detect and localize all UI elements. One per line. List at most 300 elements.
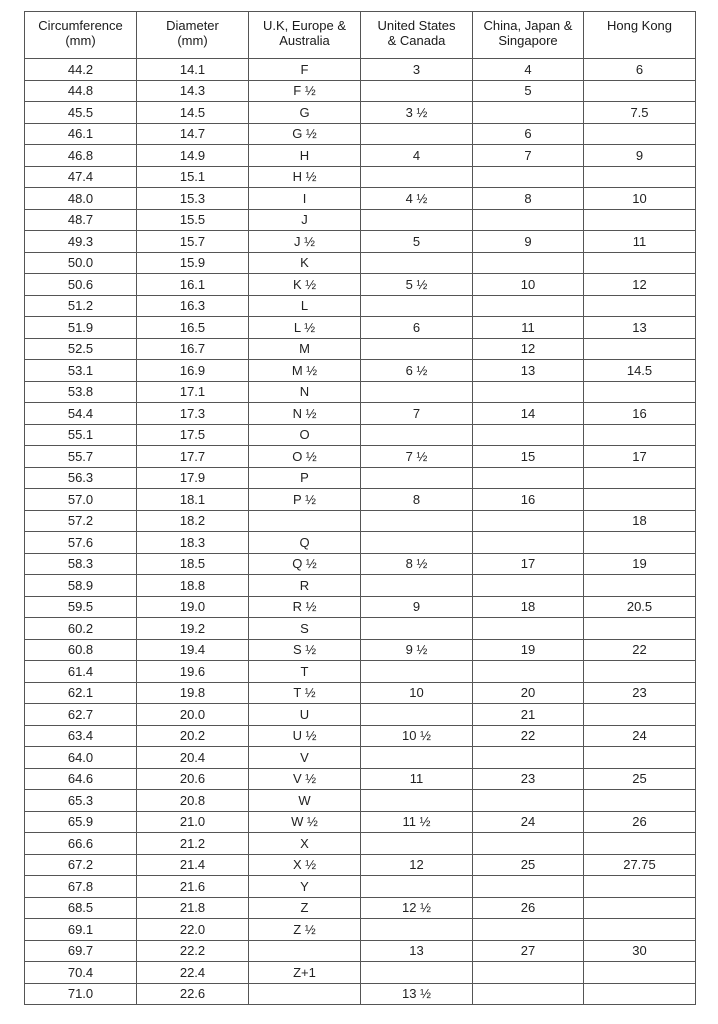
- cell-hong-kong: 6: [584, 59, 696, 81]
- table-row: [25, 682, 696, 704]
- table-row: [25, 338, 696, 360]
- cell-diameter: 21.4: [137, 854, 249, 876]
- cell-diameter: 22.0: [137, 919, 249, 941]
- table-row: [25, 897, 696, 919]
- cell-us-canada: 12 ½: [361, 897, 473, 919]
- column-header-line1: Diameter: [166, 18, 219, 33]
- cell-circumference: 50.0: [25, 252, 137, 274]
- table-row: [25, 252, 696, 274]
- cell-us-canada: [361, 618, 473, 640]
- cell-circumference: 55.7: [25, 446, 137, 468]
- cell-uk-europe-australia: R: [249, 575, 361, 597]
- cell-china-japan-singapore: [473, 424, 584, 446]
- cell-hong-kong: 13: [584, 317, 696, 339]
- cell-diameter: 17.1: [137, 381, 249, 403]
- cell-china-japan-singapore: 14: [473, 403, 584, 425]
- cell-china-japan-singapore: 4: [473, 59, 584, 81]
- cell-china-japan-singapore: [473, 102, 584, 124]
- cell-us-canada: [361, 166, 473, 188]
- cell-uk-europe-australia: Q: [249, 532, 361, 554]
- cell-us-canada: [361, 467, 473, 489]
- cell-uk-europe-australia: X ½: [249, 854, 361, 876]
- cell-us-canada: [361, 876, 473, 898]
- cell-diameter: 17.9: [137, 467, 249, 489]
- cell-circumference: 62.1: [25, 682, 137, 704]
- table-row: [25, 575, 696, 597]
- cell-china-japan-singapore: [473, 833, 584, 855]
- table-row: [25, 188, 696, 210]
- ring-size-table: [24, 11, 696, 1005]
- cell-circumference: 56.3: [25, 467, 137, 489]
- cell-hong-kong: [584, 252, 696, 274]
- cell-us-canada: 9: [361, 596, 473, 618]
- cell-hong-kong: 22: [584, 639, 696, 661]
- cell-hong-kong: 17: [584, 446, 696, 468]
- cell-hong-kong: [584, 897, 696, 919]
- column-header-line1: Circumference: [38, 18, 123, 33]
- cell-diameter: 22.6: [137, 983, 249, 1005]
- table-row: [25, 403, 696, 425]
- cell-china-japan-singapore: [473, 661, 584, 683]
- cell-us-canada: 13: [361, 940, 473, 962]
- table-row: [25, 940, 696, 962]
- table-row: [25, 446, 696, 468]
- cell-diameter: 18.2: [137, 510, 249, 532]
- cell-circumference: 69.1: [25, 919, 137, 941]
- cell-china-japan-singapore: [473, 295, 584, 317]
- cell-circumference: 68.5: [25, 897, 137, 919]
- table-row: [25, 747, 696, 769]
- column-header-line1: U.K, Europe &: [262, 18, 347, 33]
- cell-diameter: 14.9: [137, 145, 249, 167]
- cell-uk-europe-australia: V: [249, 747, 361, 769]
- table-row: [25, 962, 696, 984]
- cell-diameter: 14.5: [137, 102, 249, 124]
- table-row: [25, 618, 696, 640]
- cell-hong-kong: 9: [584, 145, 696, 167]
- cell-diameter: 16.5: [137, 317, 249, 339]
- cell-hong-kong: [584, 166, 696, 188]
- cell-circumference: 45.5: [25, 102, 137, 124]
- cell-uk-europe-australia: U ½: [249, 725, 361, 747]
- table-row: [25, 145, 696, 167]
- cell-diameter: 20.0: [137, 704, 249, 726]
- cell-hong-kong: [584, 876, 696, 898]
- column-header-line1: China, Japan &: [483, 18, 573, 33]
- cell-circumference: 54.4: [25, 403, 137, 425]
- cell-diameter: 20.2: [137, 725, 249, 747]
- cell-china-japan-singapore: 18: [473, 596, 584, 618]
- cell-uk-europe-australia: V ½: [249, 768, 361, 790]
- table-row: [25, 704, 696, 726]
- cell-uk-europe-australia: Q ½: [249, 553, 361, 575]
- cell-hong-kong: [584, 338, 696, 360]
- cell-us-canada: 3 ½: [361, 102, 473, 124]
- table-row: [25, 102, 696, 124]
- cell-hong-kong: [584, 532, 696, 554]
- cell-circumference: 55.1: [25, 424, 137, 446]
- cell-hong-kong: [584, 962, 696, 984]
- cell-circumference: 57.6: [25, 532, 137, 554]
- cell-hong-kong: [584, 489, 696, 511]
- table-row: [25, 424, 696, 446]
- cell-circumference: 52.5: [25, 338, 137, 360]
- cell-diameter: 18.3: [137, 532, 249, 554]
- cell-uk-europe-australia: [249, 983, 361, 1005]
- cell-uk-europe-australia: J ½: [249, 231, 361, 253]
- cell-circumference: 61.4: [25, 661, 137, 683]
- cell-us-canada: [361, 833, 473, 855]
- cell-china-japan-singapore: 9: [473, 231, 584, 253]
- column-header-china-japan-singapore: [473, 12, 584, 59]
- cell-china-japan-singapore: [473, 618, 584, 640]
- cell-uk-europe-australia: X: [249, 833, 361, 855]
- column-header-hong-kong: [584, 12, 696, 59]
- cell-uk-europe-australia: M ½: [249, 360, 361, 382]
- cell-diameter: 15.9: [137, 252, 249, 274]
- cell-china-japan-singapore: 15: [473, 446, 584, 468]
- cell-hong-kong: 20.5: [584, 596, 696, 618]
- cell-us-canada: [361, 381, 473, 403]
- cell-diameter: 17.3: [137, 403, 249, 425]
- cell-us-canada: 10 ½: [361, 725, 473, 747]
- cell-circumference: 67.8: [25, 876, 137, 898]
- table-row: [25, 725, 696, 747]
- cell-diameter: 15.5: [137, 209, 249, 231]
- cell-circumference: 65.9: [25, 811, 137, 833]
- cell-circumference: 65.3: [25, 790, 137, 812]
- cell-china-japan-singapore: 22: [473, 725, 584, 747]
- cell-diameter: 19.6: [137, 661, 249, 683]
- cell-uk-europe-australia: O: [249, 424, 361, 446]
- cell-us-canada: 8 ½: [361, 553, 473, 575]
- table-row: [25, 489, 696, 511]
- cell-diameter: 20.4: [137, 747, 249, 769]
- table-row: [25, 510, 696, 532]
- column-header-us-canada: [361, 12, 473, 59]
- cell-uk-europe-australia: [249, 940, 361, 962]
- cell-china-japan-singapore: [473, 747, 584, 769]
- cell-china-japan-singapore: [473, 532, 584, 554]
- cell-diameter: 20.8: [137, 790, 249, 812]
- cell-china-japan-singapore: 26: [473, 897, 584, 919]
- cell-us-canada: 13 ½: [361, 983, 473, 1005]
- cell-diameter: 18.5: [137, 553, 249, 575]
- cell-circumference: 53.1: [25, 360, 137, 382]
- table-row: [25, 467, 696, 489]
- column-header-line1: Hong Kong: [606, 18, 673, 33]
- cell-us-canada: [361, 295, 473, 317]
- cell-circumference: 63.4: [25, 725, 137, 747]
- cell-diameter: 17.7: [137, 446, 249, 468]
- column-header-line2: Australia: [279, 33, 330, 48]
- cell-diameter: 18.8: [137, 575, 249, 597]
- table-row: [25, 596, 696, 618]
- cell-uk-europe-australia: K: [249, 252, 361, 274]
- cell-circumference: 48.7: [25, 209, 137, 231]
- table-row: [25, 532, 696, 554]
- cell-china-japan-singapore: 11: [473, 317, 584, 339]
- cell-uk-europe-australia: P: [249, 467, 361, 489]
- cell-china-japan-singapore: [473, 962, 584, 984]
- cell-china-japan-singapore: 20: [473, 682, 584, 704]
- cell-hong-kong: 16: [584, 403, 696, 425]
- cell-hong-kong: 11: [584, 231, 696, 253]
- cell-us-canada: 8: [361, 489, 473, 511]
- cell-circumference: 44.8: [25, 80, 137, 102]
- cell-hong-kong: [584, 790, 696, 812]
- cell-us-canada: [361, 919, 473, 941]
- cell-us-canada: 5 ½: [361, 274, 473, 296]
- cell-diameter: 20.6: [137, 768, 249, 790]
- cell-uk-europe-australia: Y: [249, 876, 361, 898]
- table-row: [25, 317, 696, 339]
- cell-us-canada: 11: [361, 768, 473, 790]
- cell-circumference: 69.7: [25, 940, 137, 962]
- table-row: [25, 123, 696, 145]
- table-row: [25, 811, 696, 833]
- cell-uk-europe-australia: J: [249, 209, 361, 231]
- cell-circumference: 64.0: [25, 747, 137, 769]
- column-header-diameter: [137, 12, 249, 59]
- cell-hong-kong: [584, 424, 696, 446]
- cell-uk-europe-australia: N ½: [249, 403, 361, 425]
- cell-uk-europe-australia: H: [249, 145, 361, 167]
- table-row: [25, 80, 696, 102]
- cell-china-japan-singapore: [473, 919, 584, 941]
- cell-uk-europe-australia: [249, 510, 361, 532]
- cell-uk-europe-australia: R ½: [249, 596, 361, 618]
- cell-hong-kong: 12: [584, 274, 696, 296]
- cell-china-japan-singapore: 6: [473, 123, 584, 145]
- table-row: [25, 231, 696, 253]
- cell-circumference: 58.3: [25, 553, 137, 575]
- column-header-line2: & Canada: [387, 33, 446, 48]
- cell-diameter: 19.2: [137, 618, 249, 640]
- cell-hong-kong: [584, 833, 696, 855]
- cell-china-japan-singapore: 21: [473, 704, 584, 726]
- cell-diameter: 14.3: [137, 80, 249, 102]
- cell-us-canada: 9 ½: [361, 639, 473, 661]
- cell-circumference: 70.4: [25, 962, 137, 984]
- cell-us-canada: 6: [361, 317, 473, 339]
- cell-china-japan-singapore: [473, 166, 584, 188]
- cell-uk-europe-australia: I: [249, 188, 361, 210]
- cell-hong-kong: [584, 575, 696, 597]
- cell-circumference: 58.9: [25, 575, 137, 597]
- cell-china-japan-singapore: [473, 209, 584, 231]
- cell-china-japan-singapore: [473, 381, 584, 403]
- cell-uk-europe-australia: L ½: [249, 317, 361, 339]
- table-row: [25, 360, 696, 382]
- cell-uk-europe-australia: M: [249, 338, 361, 360]
- cell-us-canada: [361, 80, 473, 102]
- cell-china-japan-singapore: 27: [473, 940, 584, 962]
- cell-hong-kong: 14.5: [584, 360, 696, 382]
- cell-uk-europe-australia: G: [249, 102, 361, 124]
- cell-hong-kong: [584, 747, 696, 769]
- cell-circumference: 71.0: [25, 983, 137, 1005]
- cell-circumference: 66.6: [25, 833, 137, 855]
- table-row: [25, 876, 696, 898]
- table-body: [25, 59, 696, 1005]
- table-row: [25, 983, 696, 1005]
- cell-circumference: 47.4: [25, 166, 137, 188]
- table-row: [25, 209, 696, 231]
- cell-us-canada: [361, 252, 473, 274]
- cell-us-canada: [361, 704, 473, 726]
- table-row: [25, 381, 696, 403]
- cell-us-canada: [361, 962, 473, 984]
- cell-hong-kong: 7.5: [584, 102, 696, 124]
- cell-uk-europe-australia: L: [249, 295, 361, 317]
- cell-us-canada: 12: [361, 854, 473, 876]
- cell-diameter: 14.1: [137, 59, 249, 81]
- cell-uk-europe-australia: G ½: [249, 123, 361, 145]
- cell-uk-europe-australia: Z: [249, 897, 361, 919]
- cell-diameter: 21.2: [137, 833, 249, 855]
- cell-circumference: 59.5: [25, 596, 137, 618]
- cell-us-canada: [361, 510, 473, 532]
- cell-us-canada: 7: [361, 403, 473, 425]
- cell-us-canada: [361, 209, 473, 231]
- cell-china-japan-singapore: [473, 510, 584, 532]
- cell-diameter: 18.1: [137, 489, 249, 511]
- cell-diameter: 16.3: [137, 295, 249, 317]
- cell-diameter: 17.5: [137, 424, 249, 446]
- cell-diameter: 14.7: [137, 123, 249, 145]
- cell-china-japan-singapore: [473, 790, 584, 812]
- cell-circumference: 46.8: [25, 145, 137, 167]
- cell-diameter: 19.4: [137, 639, 249, 661]
- table-row: [25, 768, 696, 790]
- cell-uk-europe-australia: T ½: [249, 682, 361, 704]
- cell-us-canada: 4 ½: [361, 188, 473, 210]
- cell-diameter: 15.7: [137, 231, 249, 253]
- column-header-line2: (mm): [65, 33, 96, 48]
- cell-diameter: 16.9: [137, 360, 249, 382]
- cell-hong-kong: 24: [584, 725, 696, 747]
- table-row: [25, 833, 696, 855]
- cell-circumference: 53.8: [25, 381, 137, 403]
- cell-us-canada: [361, 790, 473, 812]
- cell-us-canada: 10: [361, 682, 473, 704]
- cell-china-japan-singapore: 16: [473, 489, 584, 511]
- cell-hong-kong: 30: [584, 940, 696, 962]
- cell-diameter: 21.8: [137, 897, 249, 919]
- cell-circumference: 67.2: [25, 854, 137, 876]
- cell-hong-kong: 19: [584, 553, 696, 575]
- cell-china-japan-singapore: 25: [473, 854, 584, 876]
- cell-china-japan-singapore: 23: [473, 768, 584, 790]
- cell-diameter: 21.6: [137, 876, 249, 898]
- cell-hong-kong: [584, 123, 696, 145]
- cell-china-japan-singapore: 17: [473, 553, 584, 575]
- cell-uk-europe-australia: H ½: [249, 166, 361, 188]
- cell-us-canada: 3: [361, 59, 473, 81]
- cell-us-canada: 5: [361, 231, 473, 253]
- cell-circumference: 51.2: [25, 295, 137, 317]
- cell-us-canada: [361, 123, 473, 145]
- table-row: [25, 295, 696, 317]
- cell-uk-europe-australia: T: [249, 661, 361, 683]
- cell-hong-kong: 25: [584, 768, 696, 790]
- cell-uk-europe-australia: U: [249, 704, 361, 726]
- table-row: [25, 59, 696, 81]
- cell-uk-europe-australia: F ½: [249, 80, 361, 102]
- cell-hong-kong: [584, 80, 696, 102]
- cell-hong-kong: 10: [584, 188, 696, 210]
- cell-china-japan-singapore: 12: [473, 338, 584, 360]
- cell-circumference: 57.0: [25, 489, 137, 511]
- cell-us-canada: [361, 338, 473, 360]
- cell-diameter: 15.3: [137, 188, 249, 210]
- cell-us-canada: 6 ½: [361, 360, 473, 382]
- cell-china-japan-singapore: 8: [473, 188, 584, 210]
- cell-hong-kong: 18: [584, 510, 696, 532]
- cell-hong-kong: [584, 295, 696, 317]
- table-row: [25, 553, 696, 575]
- cell-china-japan-singapore: [473, 575, 584, 597]
- column-header-line1: United States: [377, 18, 456, 33]
- cell-uk-europe-australia: F: [249, 59, 361, 81]
- table-header: [25, 12, 696, 59]
- cell-us-canada: [361, 532, 473, 554]
- column-header-line2: Singapore: [498, 33, 558, 48]
- column-header-uk-europe-australia: [249, 12, 361, 59]
- table-row: [25, 274, 696, 296]
- cell-china-japan-singapore: 10: [473, 274, 584, 296]
- cell-uk-europe-australia: N: [249, 381, 361, 403]
- cell-hong-kong: [584, 467, 696, 489]
- cell-china-japan-singapore: 13: [473, 360, 584, 382]
- cell-hong-kong: [584, 919, 696, 941]
- cell-circumference: 50.6: [25, 274, 137, 296]
- cell-uk-europe-australia: S ½: [249, 639, 361, 661]
- cell-uk-europe-australia: Z+1: [249, 962, 361, 984]
- cell-china-japan-singapore: [473, 252, 584, 274]
- cell-uk-europe-australia: S: [249, 618, 361, 640]
- cell-diameter: 16.7: [137, 338, 249, 360]
- column-header-line2: (mm): [177, 33, 208, 48]
- cell-circumference: 51.9: [25, 317, 137, 339]
- table-row: [25, 639, 696, 661]
- cell-circumference: 57.2: [25, 510, 137, 532]
- cell-china-japan-singapore: 5: [473, 80, 584, 102]
- cell-us-canada: 11 ½: [361, 811, 473, 833]
- cell-hong-kong: [584, 209, 696, 231]
- cell-hong-kong: [584, 704, 696, 726]
- cell-us-canada: [361, 747, 473, 769]
- cell-hong-kong: [584, 618, 696, 640]
- cell-diameter: 22.2: [137, 940, 249, 962]
- cell-circumference: 48.0: [25, 188, 137, 210]
- column-header-circumference: [25, 12, 137, 59]
- table-row: [25, 166, 696, 188]
- cell-diameter: 19.8: [137, 682, 249, 704]
- table-row: [25, 919, 696, 941]
- cell-uk-europe-australia: O ½: [249, 446, 361, 468]
- cell-us-canada: [361, 661, 473, 683]
- cell-us-canada: [361, 575, 473, 597]
- cell-uk-europe-australia: W ½: [249, 811, 361, 833]
- cell-us-canada: 7 ½: [361, 446, 473, 468]
- cell-china-japan-singapore: [473, 983, 584, 1005]
- cell-china-japan-singapore: 24: [473, 811, 584, 833]
- cell-us-canada: [361, 424, 473, 446]
- cell-circumference: 60.2: [25, 618, 137, 640]
- cell-circumference: 44.2: [25, 59, 137, 81]
